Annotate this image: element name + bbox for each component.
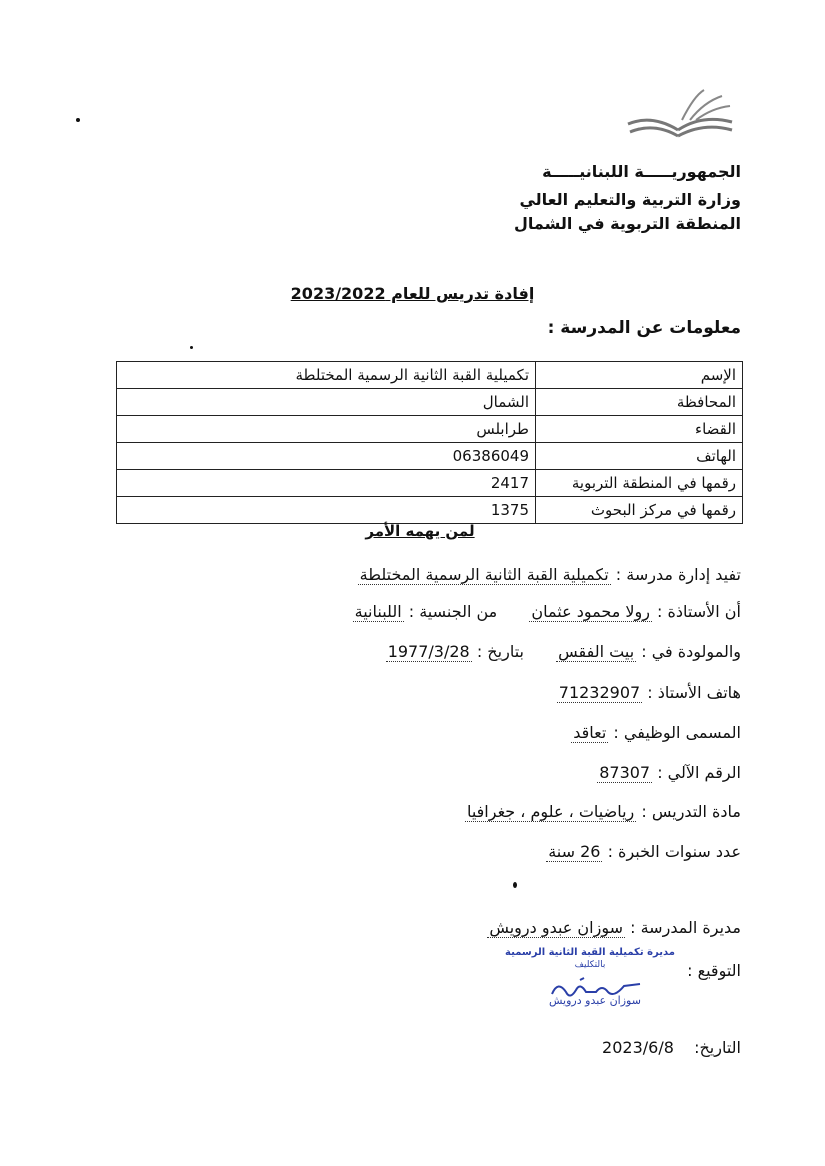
auto-number-label: الرقم الآلي : [657, 763, 741, 782]
scan-speck [190, 346, 193, 349]
auto-number-value: 87307 [599, 763, 651, 782]
principal-name: سوزان عبدو درويش [489, 918, 624, 937]
principal-line [487, 918, 741, 937]
school-info-heading: معلومات عن المدرسة : [547, 318, 741, 338]
ministry-logo [622, 86, 738, 148]
statement-school [358, 565, 741, 584]
header-region: المنطقة التربوية في الشمال [513, 214, 741, 233]
table-row [117, 470, 743, 497]
row-label: الإسم [536, 362, 743, 389]
row-value: 2417 [117, 470, 536, 497]
signature-label: التوقيع : [687, 961, 741, 980]
scan-speck [513, 882, 517, 888]
date-line [602, 1038, 741, 1057]
date-label: التاريخ: [694, 1038, 741, 1057]
table-row [117, 416, 743, 443]
row-value: 06386049 [117, 443, 536, 470]
row-label: الهاتف [536, 443, 743, 470]
birthplace: بيت الفقس [558, 642, 635, 661]
subjects-label: مادة التدريس : [641, 802, 741, 821]
subjects-value: رياضيات ، علوم ، جغرافيا [466, 802, 635, 821]
row-value: تكميلية القبة الثانية الرسمية المختلطة [117, 362, 536, 389]
stamp-assignment: بالتكليف [574, 960, 606, 970]
job-title-value: تعاقد [573, 723, 607, 742]
date-value: 2023/6/8 [602, 1038, 674, 1057]
stamp-signer-name: سوزان عبدو درويش [549, 994, 641, 1007]
stamp-title: مديرة تكميلية القبة الثانية الرسمية [505, 947, 675, 958]
school-name: تكميلية القبة الثانية الرسمية المختلطة [359, 565, 609, 584]
teacher-name: رولا محمود عثمان [531, 602, 650, 621]
signature-line [687, 961, 741, 980]
experience-value: 26 سنة [548, 842, 601, 861]
to-whom-it-may-concern: لمن يهمه الأمر [365, 522, 475, 540]
table-row [117, 443, 743, 470]
phone-value: 71232907 [558, 683, 641, 702]
statement-phone [557, 683, 741, 702]
nationality: اللبنانية [354, 602, 402, 621]
row-label: رقمها في مركز البحوث [536, 497, 743, 524]
row-value: 1375 [117, 497, 536, 524]
statement-birth [386, 642, 741, 661]
school-info-table [116, 361, 743, 524]
table-row [117, 362, 743, 389]
statement-job-title [571, 723, 741, 742]
row-value: طرابلس [117, 416, 536, 443]
teacher-prefix: أن الأستاذة : [657, 602, 741, 621]
official-stamp [495, 946, 685, 972]
birthplace-prefix: والمولودة في : [641, 642, 741, 661]
birthdate: 1977/3/28 [387, 642, 470, 661]
principal-label: مديرة المدرسة : [630, 918, 741, 937]
row-label: القضاء [536, 416, 743, 443]
statement-subjects [465, 802, 741, 821]
table-row [117, 389, 743, 416]
statement-auto-number [597, 763, 741, 782]
phone-label: هاتف الأستاذ : [647, 683, 741, 702]
row-label: رقمها في المنطقة التربوية [536, 470, 743, 497]
row-value: الشمال [117, 389, 536, 416]
header-republic: الجمهوريـــــة اللبنانيـــــة [542, 162, 741, 181]
job-title-label: المسمى الوظيفي : [613, 723, 741, 742]
page-title: إفادة تدريس للعام 2023/2022 [290, 284, 535, 303]
header-ministry: وزارة التربية والتعليم العالي [519, 190, 741, 209]
table-row [117, 497, 743, 524]
school-prefix: تفيد إدارة مدرسة : [615, 565, 741, 584]
statement-experience [546, 842, 741, 861]
birthdate-prefix: بتاريخ : [476, 642, 524, 661]
nationality-prefix: من الجنسية : [408, 602, 498, 621]
scan-speck [76, 118, 80, 122]
row-label: المحافظة [536, 389, 743, 416]
statement-teacher [353, 602, 741, 621]
experience-label: عدد سنوات الخبرة : [607, 842, 741, 861]
